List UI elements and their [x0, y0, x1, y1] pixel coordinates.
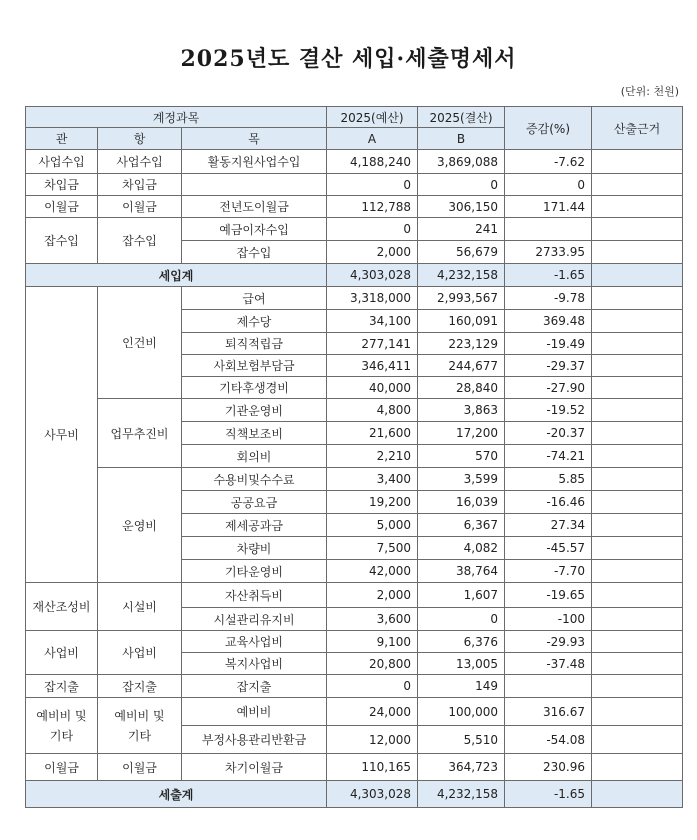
unit-note: (단위: 천원)	[620, 85, 679, 98]
change-cell: -19.65	[505, 583, 592, 608]
mok-cell: 잡지출	[182, 675, 327, 698]
settled-cell: 2,993,567	[418, 287, 505, 310]
mok-cell	[182, 174, 327, 196]
basis-cell	[592, 310, 683, 333]
settled-cell: 1,607	[418, 583, 505, 608]
table-row	[26, 583, 683, 608]
mok-cell: 기관운영비	[182, 399, 327, 422]
budget-cell: 0	[327, 675, 418, 698]
budget-cell: 3,400	[327, 468, 418, 491]
basis-cell	[592, 196, 683, 218]
basis-cell	[592, 514, 683, 537]
settled-cell: 17,200	[418, 422, 505, 445]
change-cell: -19.49	[505, 333, 592, 355]
budget-cell: 4,800	[327, 399, 418, 422]
change-cell: 2733.95	[505, 241, 592, 264]
mok-cell: 퇴직적립금	[182, 333, 327, 355]
mok-cell: 예금이자수입	[182, 218, 327, 241]
kwan-cell: 재산조성비	[26, 583, 98, 631]
hang-cell: 사업수입	[98, 150, 182, 174]
budget-cell: 9,100	[327, 631, 418, 653]
mok-cell: 공공요금	[182, 491, 327, 514]
budget-cell: 24,000	[327, 698, 418, 726]
settled-letter: B	[418, 128, 505, 150]
change-cell: -9.78	[505, 287, 592, 310]
hang-cell: 사업비	[98, 631, 182, 675]
hang-cell: 이월금	[98, 754, 182, 781]
basis-header: 산출근거	[592, 107, 683, 150]
settled-cell: 364,723	[418, 754, 505, 781]
account-header: 계정과목	[26, 107, 327, 128]
mok-cell: 전년도이월금	[182, 196, 327, 218]
budget-cell: 3,600	[327, 608, 418, 631]
change-cell: -74.21	[505, 445, 592, 468]
budget-cell: 42,000	[327, 560, 418, 583]
settled-cell: 6,367	[418, 514, 505, 537]
settled-cell: 4,232,158	[418, 781, 505, 808]
hang-cell: 인건비	[98, 287, 182, 399]
budget-cell: 2,210	[327, 445, 418, 468]
mok-cell: 부정사용관리반환금	[182, 726, 327, 754]
settled-cell: 28,840	[418, 377, 505, 399]
settled-cell: 6,376	[418, 631, 505, 653]
basis-cell	[592, 399, 683, 422]
change-cell: 316.67	[505, 698, 592, 726]
basis-cell	[592, 560, 683, 583]
settled-header: 2025(결산)	[418, 107, 505, 128]
table-row	[26, 754, 683, 781]
hang-header: 항	[98, 128, 182, 150]
settled-cell: 56,679	[418, 241, 505, 264]
budget-cell: 277,141	[327, 333, 418, 355]
kwan-cell: 잡수입	[26, 218, 98, 264]
mok-cell: 직책보조비	[182, 422, 327, 445]
budget-cell: 5,000	[327, 514, 418, 537]
table-row	[26, 218, 683, 241]
budget-cell: 4,303,028	[327, 264, 418, 287]
change-cell	[505, 675, 592, 698]
budget-cell: 12,000	[327, 726, 418, 754]
total-label: 세입계	[26, 264, 327, 287]
hang-cell: 운영비	[98, 468, 182, 583]
basis-cell	[592, 491, 683, 514]
basis-cell	[592, 218, 683, 241]
change-cell: 0	[505, 174, 592, 196]
basis-cell	[592, 583, 683, 608]
hang-line-1: 예비비 및	[114, 708, 165, 723]
settled-cell: 149	[418, 675, 505, 698]
table-row	[26, 399, 683, 422]
basis-cell	[592, 754, 683, 781]
change-cell: 171.44	[505, 196, 592, 218]
change-cell: -20.37	[505, 422, 592, 445]
mok-cell: 잡수입	[182, 241, 327, 264]
hang-cell: 업무추진비	[98, 399, 182, 468]
budget-cell: 20,800	[327, 653, 418, 675]
table-row	[26, 468, 683, 491]
kwan-cell: 사업비	[26, 631, 98, 675]
change-cell: -1.65	[505, 264, 592, 287]
change-cell: -37.48	[505, 653, 592, 675]
budget-cell: 2,000	[327, 241, 418, 264]
basis-cell	[592, 287, 683, 310]
settled-cell: 3,599	[418, 468, 505, 491]
header-row	[26, 107, 683, 128]
budget-cell: 34,100	[327, 310, 418, 333]
budget-cell: 21,600	[327, 422, 418, 445]
change-cell: -16.46	[505, 491, 592, 514]
basis-cell	[592, 653, 683, 675]
change-cell: -29.93	[505, 631, 592, 653]
table-row	[26, 631, 683, 653]
mok-cell: 시설관리유지비	[182, 608, 327, 631]
change-cell: -100	[505, 608, 592, 631]
basis-cell	[592, 698, 683, 726]
kwan-cell: 사업수입	[26, 150, 98, 174]
basis-cell	[592, 781, 683, 808]
hang-line-2: 기타	[127, 728, 152, 743]
budget-cell: 0	[327, 174, 418, 196]
basis-cell	[592, 468, 683, 491]
budget-cell: 346,411	[327, 355, 418, 377]
budget-cell: 4,303,028	[327, 781, 418, 808]
basis-cell	[592, 422, 683, 445]
mok-cell: 제세공과금	[182, 514, 327, 537]
revenue-total-row	[26, 264, 683, 287]
budget-cell: 40,000	[327, 377, 418, 399]
budget-cell: 2,000	[327, 583, 418, 608]
budget-cell: 110,165	[327, 754, 418, 781]
hang-cell: 차입금	[98, 174, 182, 196]
mok-cell: 활동지원사업수입	[182, 150, 327, 174]
mok-cell: 기타후생경비	[182, 377, 327, 399]
budget-header: 2025(예산)	[327, 107, 418, 128]
basis-cell	[592, 150, 683, 174]
settled-cell: 570	[418, 445, 505, 468]
kwan-cell: 사무비	[26, 287, 98, 583]
settled-cell: 3,869,088	[418, 150, 505, 174]
table-row	[26, 698, 683, 726]
basis-cell	[592, 726, 683, 754]
change-cell: 5.85	[505, 468, 592, 491]
change-cell: -27.90	[505, 377, 592, 399]
settled-cell: 4,082	[418, 537, 505, 560]
budget-cell: 4,188,240	[327, 150, 418, 174]
kwan-cell: 이월금	[26, 196, 98, 218]
mok-header: 목	[182, 128, 327, 150]
settled-cell: 160,091	[418, 310, 505, 333]
change-cell	[505, 218, 592, 241]
change-cell: -7.70	[505, 560, 592, 583]
settled-cell: 100,000	[418, 698, 505, 726]
table-row	[26, 150, 683, 174]
budget-cell: 7,500	[327, 537, 418, 560]
mok-cell: 급여	[182, 287, 327, 310]
settled-cell: 3,863	[418, 399, 505, 422]
hang-cell	[98, 698, 182, 754]
change-cell: -45.57	[505, 537, 592, 560]
settled-cell: 0	[418, 174, 505, 196]
mok-cell: 기타운영비	[182, 560, 327, 583]
settled-cell: 13,005	[418, 653, 505, 675]
hang-cell: 시설비	[98, 583, 182, 631]
settlement-table	[25, 106, 683, 808]
mok-cell: 차기이월금	[182, 754, 327, 781]
basis-cell	[592, 377, 683, 399]
change-cell: 369.48	[505, 310, 592, 333]
basis-cell	[592, 631, 683, 653]
mok-cell: 교육사업비	[182, 631, 327, 653]
kwan-cell: 차입금	[26, 174, 98, 196]
settled-cell: 244,677	[418, 355, 505, 377]
basis-cell	[592, 241, 683, 264]
change-cell: -7.62	[505, 150, 592, 174]
settled-cell: 223,129	[418, 333, 505, 355]
table-row	[26, 196, 683, 218]
settled-cell: 16,039	[418, 491, 505, 514]
change-header: 증감(%)	[505, 107, 592, 150]
basis-cell	[592, 445, 683, 468]
basis-cell	[592, 264, 683, 287]
table-row	[26, 174, 683, 196]
change-cell: -29.37	[505, 355, 592, 377]
kwan-cell: 이월금	[26, 754, 98, 781]
expense-total-row	[26, 781, 683, 808]
basis-cell	[592, 174, 683, 196]
mok-cell: 회의비	[182, 445, 327, 468]
change-cell: -54.08	[505, 726, 592, 754]
kwan-header: 관	[26, 128, 98, 150]
basis-cell	[592, 537, 683, 560]
budget-letter: A	[327, 128, 418, 150]
mok-cell: 차량비	[182, 537, 327, 560]
hang-cell: 잡지출	[98, 675, 182, 698]
change-cell: -1.65	[505, 781, 592, 808]
kwan-line-2: 기타	[49, 728, 74, 743]
change-cell: 27.34	[505, 514, 592, 537]
mok-cell: 수용비및수수료	[182, 468, 327, 491]
mok-cell: 자산취득비	[182, 583, 327, 608]
mok-cell: 사회보험부담금	[182, 355, 327, 377]
settled-cell: 4,232,158	[418, 264, 505, 287]
settled-cell: 5,510	[418, 726, 505, 754]
budget-cell: 112,788	[327, 196, 418, 218]
kwan-cell: 잡지출	[26, 675, 98, 698]
kwan-line-1: 예비비 및	[36, 708, 87, 723]
budget-cell: 3,318,000	[327, 287, 418, 310]
change-cell: 230.96	[505, 754, 592, 781]
total-label: 세출계	[26, 781, 327, 808]
basis-cell	[592, 355, 683, 377]
basis-cell	[592, 675, 683, 698]
kwan-cell	[26, 698, 98, 754]
mok-cell: 복지사업비	[182, 653, 327, 675]
table-row	[26, 287, 683, 310]
mok-cell: 제수당	[182, 310, 327, 333]
change-cell: -19.52	[505, 399, 592, 422]
budget-cell: 19,200	[327, 491, 418, 514]
table-row	[26, 675, 683, 698]
hang-cell: 잡수입	[98, 218, 182, 264]
mok-cell: 예비비	[182, 698, 327, 726]
budget-cell: 0	[327, 218, 418, 241]
basis-cell	[592, 333, 683, 355]
settled-cell: 306,150	[418, 196, 505, 218]
settled-cell: 241	[418, 218, 505, 241]
settled-cell: 0	[418, 608, 505, 631]
hang-cell: 이월금	[98, 196, 182, 218]
basis-cell	[592, 608, 683, 631]
settled-cell: 38,764	[418, 560, 505, 583]
document-title: 2025년도 결산 세입·세출명세서	[180, 46, 517, 72]
